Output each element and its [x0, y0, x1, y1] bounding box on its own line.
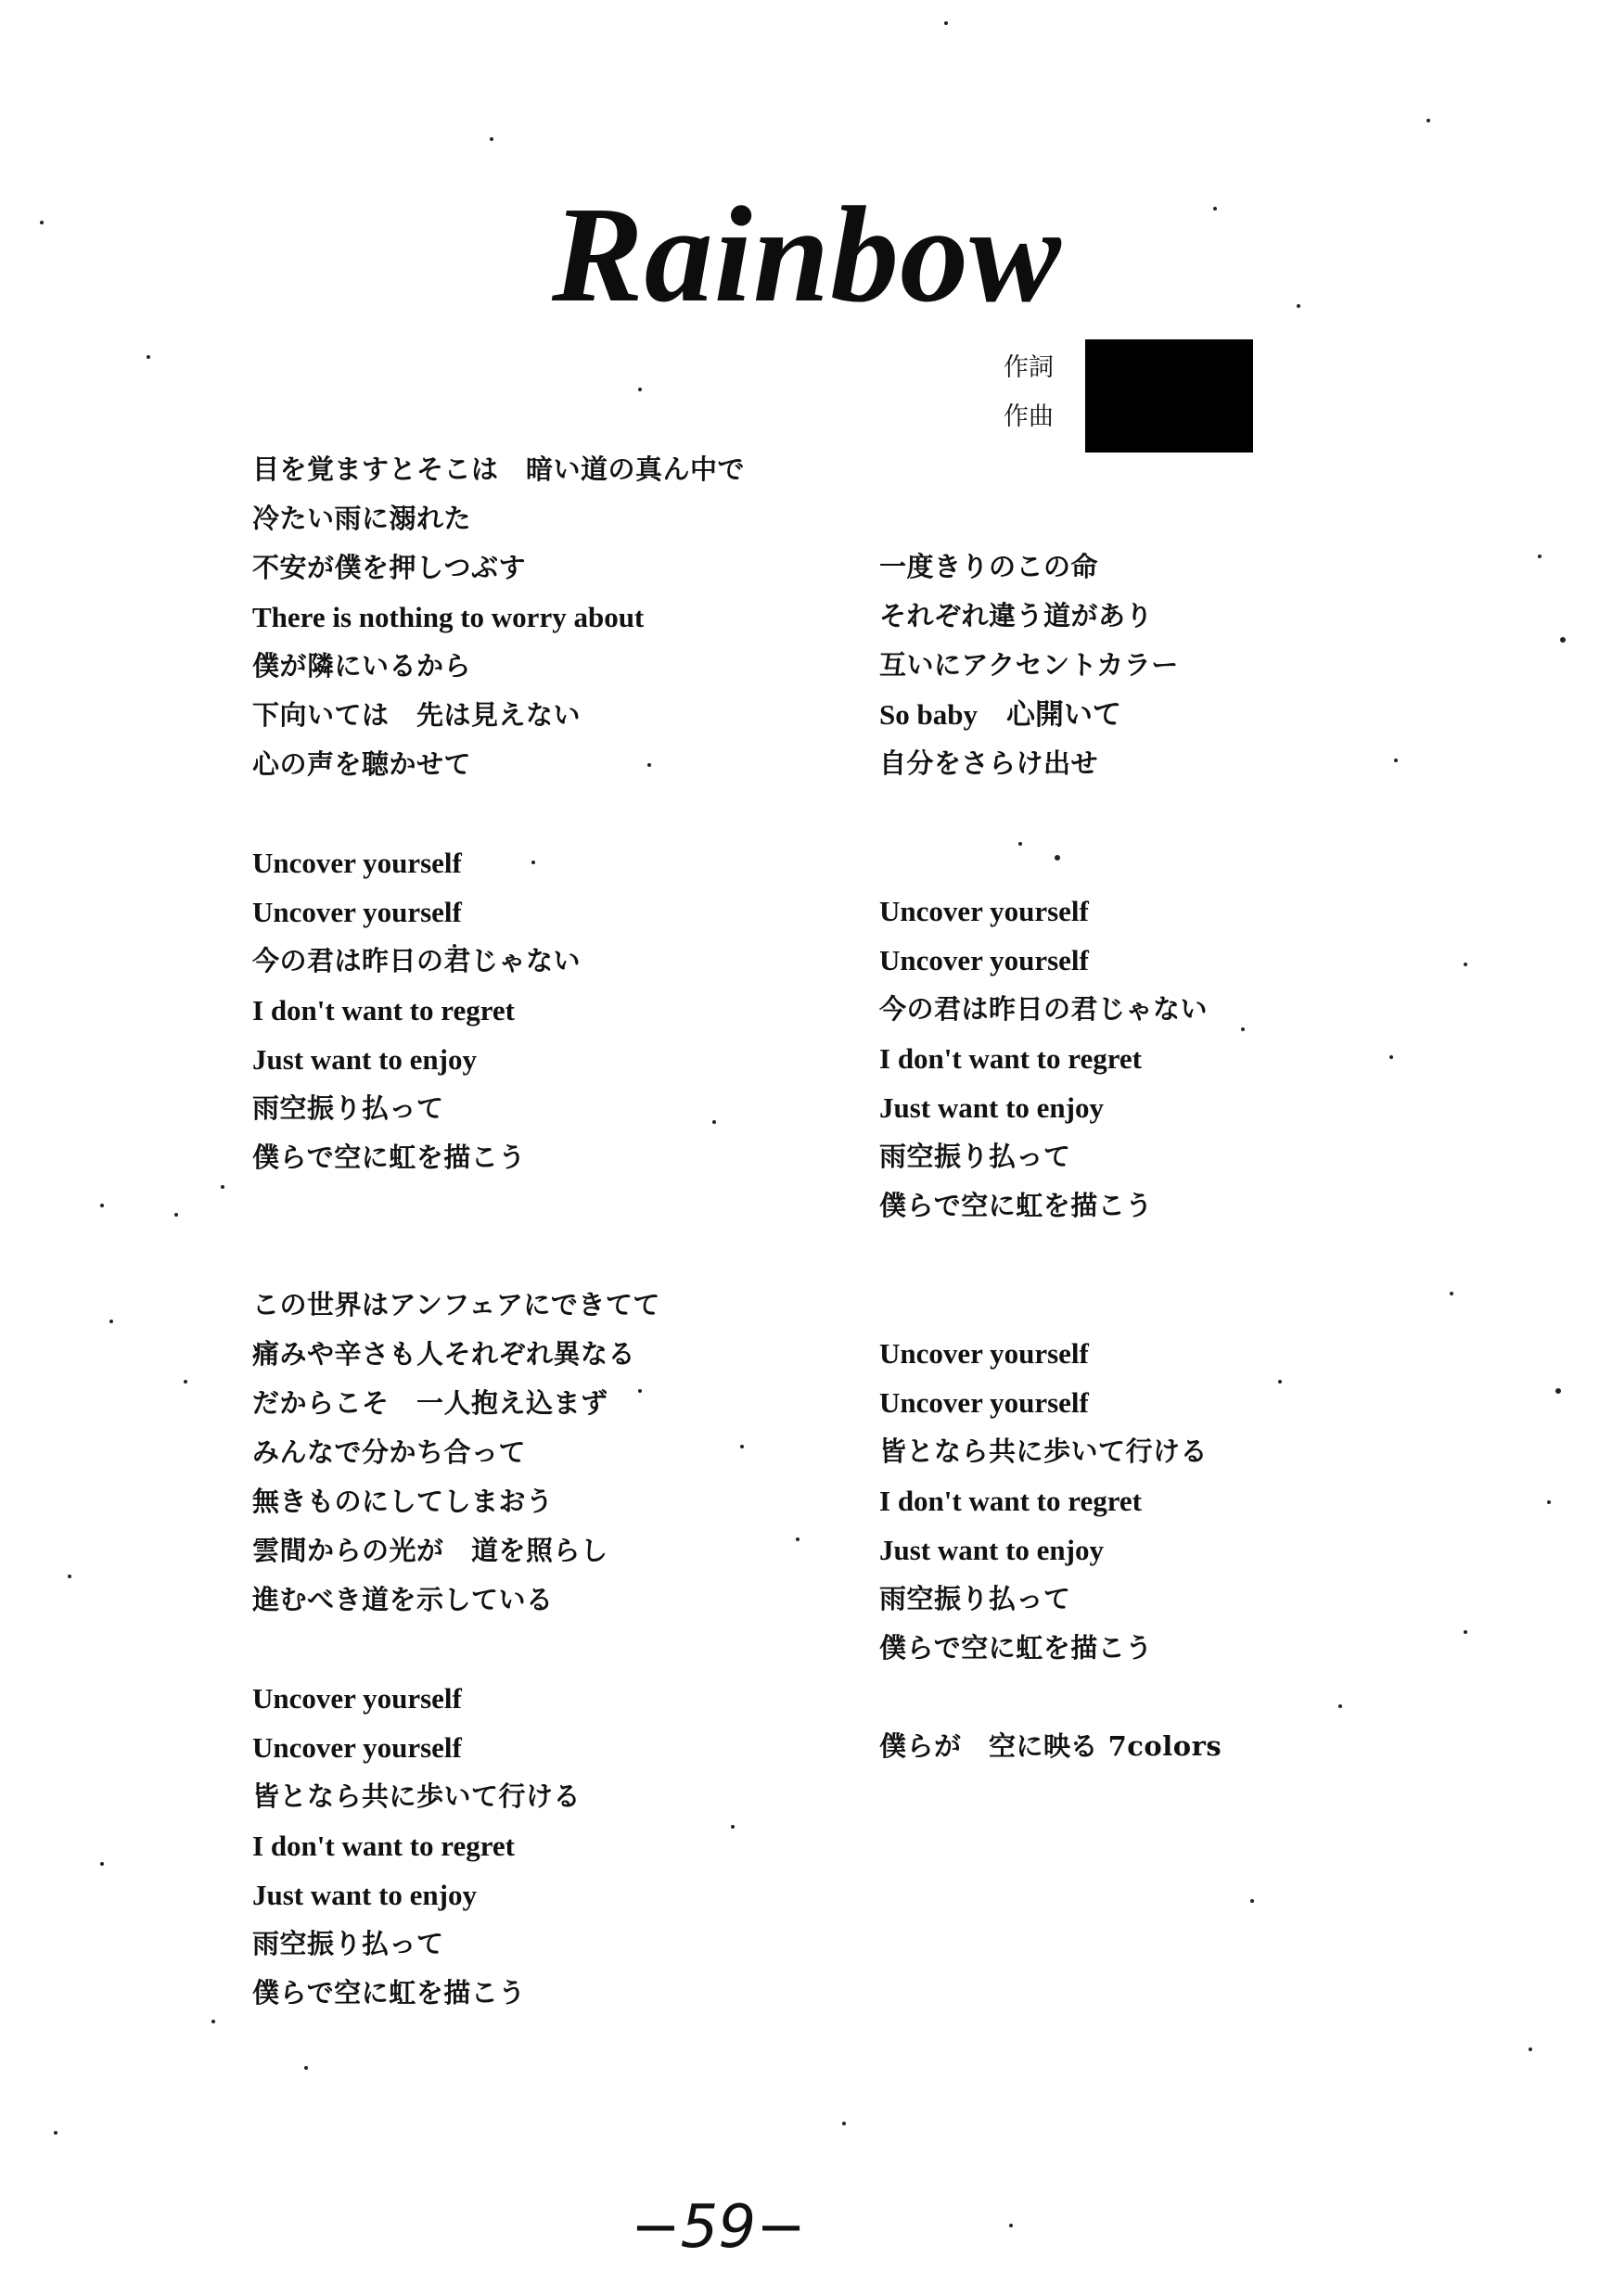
chorus-2 [252, 1674, 920, 2018]
lyric-line: There is nothing to worry about [252, 601, 645, 633]
redaction-block [1085, 339, 1253, 453]
lyrics-right-column [879, 542, 1547, 1771]
chorus-4 [879, 1329, 1547, 1673]
lyric-line: I don't want to regret [252, 1830, 515, 1862]
lyric-line: 雲間からの光が 道を照らし [252, 1535, 608, 1566]
lyric-line: 僕らで空に虹を描こう [879, 1632, 1153, 1664]
lyric-line: 互いにアクセントカラー [879, 649, 1179, 681]
lyric-line: 僕らで空に虹を描こう [879, 1190, 1153, 1221]
song-title: Rainbow [552, 179, 1062, 331]
lyric-line: 皆となら共に歩いて行ける [879, 1435, 1209, 1467]
lyric-line: Uncover yourself [879, 944, 1089, 976]
lyric-line: 下向いては 先は見えない [252, 699, 582, 731]
chorus-1 [252, 838, 920, 1182]
lyric-line: 心の声を聴かせて [252, 748, 472, 780]
lyric-line: みんなで分かち合って [252, 1436, 527, 1468]
lyric-line: I don't want to regret [879, 1485, 1142, 1517]
page-number: −59− [631, 2193, 806, 2262]
lyric-line: 痛みや辛さも人それぞれ異なる [252, 1338, 636, 1370]
lyric-line: 一度きりのこの命 [879, 551, 1099, 582]
outro [879, 1722, 1547, 1771]
lyric-line: Just want to enjoy [252, 1879, 477, 1911]
lyric-line: Just want to enjoy [252, 1043, 477, 1076]
lyric-line: Uncover yourself [252, 1731, 462, 1764]
lyric-line: 雨空振り払って [252, 1928, 444, 1959]
lyric-line: Uncover yourself [252, 847, 462, 879]
credits [1004, 343, 1078, 441]
lyric-line: Just want to enjoy [879, 1534, 1104, 1566]
lyric-line: 今の君は昨日の君じゃない [879, 993, 1209, 1025]
lyric-line: 目を覚ますとそこは 暗い道の真ん中で [252, 453, 746, 485]
lyric-line: 進むべき道を示している [252, 1584, 554, 1615]
lyric-line: Just want to enjoy [879, 1091, 1104, 1124]
lyrics-credit-label: 作詞 [1004, 353, 1054, 382]
lyric-line: だからこそ 一人抱え込まず [252, 1387, 608, 1419]
lyric-line: Uncover yourself [252, 896, 462, 928]
lyric-line: Uncover yourself [879, 1386, 1089, 1419]
lyric-line: 僕らが 空に映る 7colors [879, 1730, 1222, 1762]
lyrics-left-column [252, 445, 920, 2018]
lyric-line: So baby 心開いて [879, 698, 1121, 731]
lyric-line: 皆となら共に歩いて行ける [252, 1780, 582, 1812]
lyric-line: それぞれ違う道があり [879, 600, 1154, 631]
lyric-line: この世界はアンフェアにできてて [252, 1289, 660, 1320]
lyric-line: 僕らで空に虹を描こう [252, 1142, 526, 1173]
lyric-line: I don't want to regret [879, 1042, 1142, 1075]
lyric-line: 雨空振り払って [879, 1141, 1071, 1172]
lyric-line: 僕が隣にいるから [252, 650, 472, 682]
lyric-line: 雨空振り払って [879, 1583, 1071, 1614]
lyric-line: 冷たい雨に溺れた [252, 503, 472, 534]
lyric-line: 不安が僕を押しつぶす [252, 552, 527, 583]
lyric-line: 僕らで空に虹を描こう [252, 1977, 526, 2009]
lyric-line: Uncover yourself [879, 895, 1089, 927]
verse-1 [252, 445, 920, 789]
lyric-line: 今の君は昨日の君じゃない [252, 945, 582, 976]
verse-2 [252, 1281, 920, 1625]
chorus-3 [879, 887, 1547, 1231]
lyric-line: 無きものにしてしまおう [252, 1486, 554, 1517]
lyric-line: 自分をさらけ出せ [879, 747, 1099, 779]
lyric-line: 雨空振り払って [252, 1092, 444, 1124]
lyric-line: I don't want to regret [252, 994, 515, 1027]
lyric-line: Uncover yourself [879, 1337, 1089, 1370]
music-credit-label: 作曲 [1004, 402, 1054, 431]
lyric-line: Uncover yourself [252, 1682, 462, 1715]
verse-3 [879, 542, 1547, 788]
